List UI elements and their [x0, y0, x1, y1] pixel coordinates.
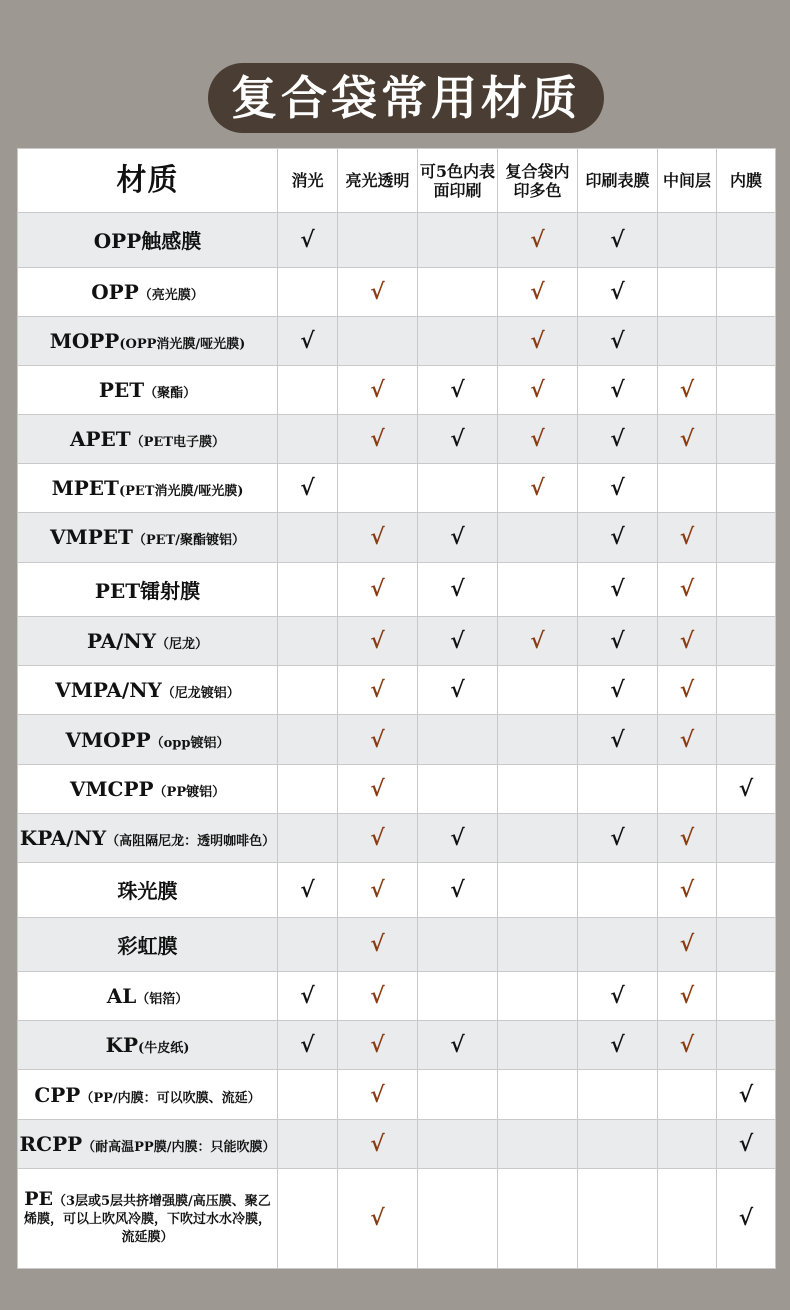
check-mark-icon: √ [679, 1032, 695, 1059]
material-name-cell [18, 862, 278, 917]
table-row [18, 972, 776, 1021]
check-cell [338, 813, 418, 862]
check-mark-icon: √ [300, 876, 315, 903]
material-name: RCPP [19, 1131, 83, 1156]
check-cell [418, 1070, 498, 1119]
check-mark-icon: √ [300, 327, 315, 354]
check-cell [717, 1021, 776, 1070]
check-mark-icon: √ [610, 327, 625, 354]
material-name: MOPP [49, 328, 120, 353]
material-note: （高阻隔尼龙：透明咖啡色） [106, 833, 276, 849]
check-cell [278, 267, 338, 316]
check-cell [578, 1070, 658, 1119]
check-cell [578, 513, 658, 562]
check-cell [498, 972, 578, 1021]
check-mark-icon: √ [679, 824, 695, 851]
check-mark-icon: √ [530, 426, 545, 453]
material-note: （尼龙镀铝） [161, 686, 240, 702]
header-inner-print: 复合袋内印多色 [498, 149, 578, 213]
check-mark-icon: √ [450, 677, 465, 704]
check-mark-icon: √ [370, 983, 385, 1010]
table-row [18, 213, 776, 268]
check-mark-icon: √ [370, 628, 385, 655]
check-cell [717, 415, 776, 464]
check-cell [498, 316, 578, 365]
material-name-cell [18, 365, 278, 414]
check-cell [578, 617, 658, 666]
check-cell [278, 1021, 338, 1070]
check-cell [717, 1168, 776, 1268]
material-name-cell [18, 764, 278, 813]
check-mark-icon: √ [610, 278, 625, 305]
check-mark-icon: √ [530, 278, 545, 305]
check-cell [578, 1021, 658, 1070]
check-mark-icon: √ [530, 377, 545, 403]
material-name: VMPET [50, 525, 133, 550]
material-name: CPP [34, 1082, 81, 1107]
check-cell [578, 917, 658, 972]
material-name: APET [69, 427, 131, 452]
table-row [18, 1168, 776, 1268]
material-name-cell [18, 715, 278, 764]
check-mark-icon: √ [610, 1032, 625, 1059]
check-cell [338, 213, 418, 268]
check-cell [498, 464, 578, 513]
table-row [18, 617, 776, 666]
check-cell [717, 862, 776, 917]
check-cell [498, 917, 578, 972]
check-cell [717, 666, 776, 715]
check-cell [717, 316, 776, 365]
check-mark-icon: √ [610, 226, 625, 253]
material-name-cell [18, 213, 278, 268]
material-name-cell [18, 666, 278, 715]
check-mark-icon: √ [610, 524, 625, 551]
material-note: （PET/聚酯镀铝） [132, 533, 245, 549]
check-cell [278, 1119, 338, 1168]
check-mark-icon: √ [679, 628, 695, 655]
check-mark-icon: √ [300, 475, 315, 502]
check-cell [717, 764, 776, 813]
check-mark-icon: √ [450, 824, 465, 851]
check-cell [278, 365, 338, 414]
material-name-cell [18, 917, 278, 972]
material-note: （耐高温PP膜/内膜：只能吹膜） [82, 1139, 276, 1155]
check-mark-icon: √ [679, 931, 695, 958]
check-cell [418, 1168, 498, 1268]
check-cell [578, 666, 658, 715]
check-mark-icon: √ [530, 226, 545, 253]
material-name: 珠光膜 [117, 879, 178, 904]
check-mark-icon: √ [370, 876, 385, 903]
check-cell [498, 562, 578, 617]
material-name: PET [98, 378, 145, 402]
check-cell [418, 862, 498, 917]
check-cell [658, 813, 717, 862]
check-cell [717, 267, 776, 316]
material-note: （opp镀铝） [150, 735, 230, 751]
check-mark-icon: √ [738, 1130, 754, 1157]
check-mark-icon: √ [738, 1205, 754, 1232]
check-mark-icon: √ [679, 524, 695, 551]
check-cell [498, 617, 578, 666]
check-mark-icon: √ [610, 576, 625, 603]
check-cell [418, 1021, 498, 1070]
check-cell [338, 617, 418, 666]
check-mark-icon: √ [610, 677, 625, 704]
check-mark-icon: √ [679, 576, 695, 603]
check-cell [578, 972, 658, 1021]
check-cell [338, 972, 418, 1021]
material-name: VMCPP [69, 776, 154, 801]
check-mark-icon: √ [370, 1205, 385, 1232]
check-cell [658, 415, 717, 464]
check-mark-icon: √ [610, 426, 625, 453]
check-cell [338, 1021, 418, 1070]
check-cell [717, 972, 776, 1021]
check-mark-icon: √ [610, 983, 625, 1010]
check-mark-icon: √ [370, 1081, 385, 1108]
material-name: OPP [91, 279, 139, 304]
check-cell [658, 513, 717, 562]
page-title: 复合袋常用材质 [208, 63, 604, 133]
check-cell [338, 1168, 418, 1268]
check-mark-icon: √ [679, 377, 695, 403]
material-name: VMOPP [65, 727, 151, 752]
material-name-cell [18, 813, 278, 862]
header-middle-layer: 中间层 [658, 149, 717, 213]
table-row [18, 666, 776, 715]
check-cell [578, 464, 658, 513]
check-mark-icon: √ [679, 677, 695, 704]
check-cell [278, 1070, 338, 1119]
header-inner-film: 内膜 [717, 149, 776, 213]
table-row [18, 1021, 776, 1070]
check-cell [498, 513, 578, 562]
check-mark-icon: √ [370, 278, 385, 305]
material-name: KPA/NY [19, 825, 107, 850]
check-mark-icon: √ [610, 628, 625, 655]
check-cell [278, 666, 338, 715]
check-mark-icon: √ [530, 327, 545, 354]
check-cell [498, 415, 578, 464]
check-cell [578, 213, 658, 268]
check-cell [338, 764, 418, 813]
table-row [18, 415, 776, 464]
header-print-film: 印刷表膜 [578, 149, 658, 213]
check-cell [418, 415, 498, 464]
check-cell [418, 267, 498, 316]
material-note: （PP镀铝） [153, 784, 226, 800]
check-cell [278, 617, 338, 666]
check-cell [658, 267, 717, 316]
material-note: (牛皮纸) [138, 1041, 190, 1057]
material-name-cell [18, 316, 278, 365]
header-material: 材质 [18, 149, 278, 213]
check-cell [498, 365, 578, 414]
check-cell [578, 1119, 658, 1168]
material-name-cell [18, 1119, 278, 1168]
material-name-cell [18, 1168, 278, 1268]
check-cell [717, 365, 776, 414]
check-mark-icon: √ [300, 1032, 315, 1059]
check-cell [578, 764, 658, 813]
table-row [18, 562, 776, 617]
check-cell [498, 1070, 578, 1119]
check-mark-icon: √ [530, 628, 545, 655]
material-name: KP [105, 1033, 139, 1058]
material-name-cell [18, 972, 278, 1021]
check-cell [338, 267, 418, 316]
check-cell [338, 316, 418, 365]
check-mark-icon: √ [738, 775, 754, 802]
check-cell [498, 666, 578, 715]
check-cell [578, 1168, 658, 1268]
check-cell [338, 1119, 418, 1168]
check-cell [658, 917, 717, 972]
check-cell [278, 862, 338, 917]
check-cell [338, 862, 418, 917]
check-cell [578, 365, 658, 414]
check-cell [658, 1070, 717, 1119]
material-note: （铝箔） [136, 992, 189, 1008]
material-note: （3层或5层共挤增强膜/高压膜、聚乙烯膜，可以上吹风冷膜，下吹过水水冷膜，流延膜） [23, 1194, 271, 1246]
material-note: （PET电子膜） [130, 435, 226, 451]
check-cell [717, 1070, 776, 1119]
check-cell [578, 316, 658, 365]
check-cell [278, 813, 338, 862]
check-cell [498, 213, 578, 268]
material-name: MPET [51, 476, 119, 501]
table-row [18, 715, 776, 764]
header-matte: 消光 [278, 149, 338, 213]
check-cell [338, 513, 418, 562]
check-mark-icon: √ [450, 426, 465, 453]
material-name: 彩虹膜 [117, 933, 178, 958]
check-cell [717, 715, 776, 764]
check-cell [278, 316, 338, 365]
check-cell [338, 1070, 418, 1119]
check-cell [418, 972, 498, 1021]
table-row [18, 917, 776, 972]
check-cell [338, 917, 418, 972]
check-mark-icon: √ [370, 1032, 385, 1059]
check-mark-icon: √ [679, 876, 695, 903]
table-row [18, 1119, 776, 1168]
header-glossy-transparent: 亮光透明 [338, 149, 418, 213]
material-name: VMPA/NY [55, 678, 162, 703]
check-cell [338, 415, 418, 464]
check-mark-icon: √ [679, 426, 695, 453]
check-mark-icon: √ [370, 775, 385, 802]
check-cell [658, 715, 717, 764]
check-cell [717, 813, 776, 862]
check-cell [278, 715, 338, 764]
check-cell [658, 562, 717, 617]
check-mark-icon: √ [679, 726, 695, 753]
material-name-cell [18, 513, 278, 562]
table-header-row [18, 149, 776, 213]
check-cell [418, 316, 498, 365]
check-cell [418, 562, 498, 617]
check-cell [278, 972, 338, 1021]
check-mark-icon: √ [370, 426, 385, 453]
material-name-cell [18, 464, 278, 513]
check-mark-icon: √ [530, 475, 545, 502]
material-note: （尼龙） [155, 637, 208, 653]
check-mark-icon: √ [450, 628, 465, 655]
table-body [18, 213, 776, 1269]
check-cell [498, 813, 578, 862]
material-name-cell [18, 267, 278, 316]
check-cell [338, 666, 418, 715]
check-cell [717, 213, 776, 268]
check-mark-icon: √ [450, 576, 465, 603]
check-cell [418, 917, 498, 972]
check-mark-icon: √ [610, 377, 625, 403]
check-mark-icon: √ [370, 576, 385, 603]
material-name: OPP触感膜 [93, 229, 202, 254]
material-note: （聚酯） [144, 386, 197, 401]
check-cell [717, 1119, 776, 1168]
check-cell [418, 715, 498, 764]
material-name: PA/NY [87, 629, 156, 654]
material-note: (OPP消光膜/哑光膜) [119, 336, 246, 352]
check-cell [658, 213, 717, 268]
check-cell [498, 764, 578, 813]
check-cell [658, 316, 717, 365]
material-name-cell [18, 1021, 278, 1070]
check-mark-icon: √ [450, 876, 465, 903]
check-cell [338, 464, 418, 513]
check-cell [658, 666, 717, 715]
check-cell [658, 764, 717, 813]
check-cell [338, 562, 418, 617]
check-cell [418, 365, 498, 414]
header-surface-print: 可5色内表面印刷 [418, 149, 498, 213]
check-cell [278, 213, 338, 268]
check-cell [418, 813, 498, 862]
check-cell [498, 715, 578, 764]
check-cell [658, 1168, 717, 1268]
check-mark-icon: √ [610, 726, 625, 753]
check-mark-icon: √ [370, 726, 385, 753]
check-cell [418, 513, 498, 562]
check-cell [658, 1119, 717, 1168]
check-mark-icon: √ [370, 1130, 385, 1157]
check-mark-icon: √ [450, 524, 465, 551]
table-row [18, 1070, 776, 1119]
check-cell [658, 617, 717, 666]
check-cell [658, 1021, 717, 1070]
check-cell [498, 862, 578, 917]
check-mark-icon: √ [300, 226, 315, 253]
check-mark-icon: √ [450, 1032, 465, 1059]
table-row [18, 764, 776, 813]
table-row [18, 316, 776, 365]
table-row [18, 513, 776, 562]
check-cell [717, 617, 776, 666]
check-cell [658, 972, 717, 1021]
materials-table [17, 148, 776, 1269]
check-cell [658, 464, 717, 513]
check-cell [498, 1021, 578, 1070]
material-note: (PET消光膜/哑光膜) [118, 484, 244, 500]
check-mark-icon: √ [370, 677, 385, 704]
check-mark-icon: √ [370, 524, 385, 551]
check-cell [498, 1168, 578, 1268]
check-cell [717, 917, 776, 972]
check-mark-icon: √ [370, 377, 385, 403]
check-cell [578, 862, 658, 917]
check-cell [578, 715, 658, 764]
table-row [18, 267, 776, 316]
check-cell [578, 415, 658, 464]
check-cell [418, 213, 498, 268]
table-row [18, 464, 776, 513]
material-note: （PP/内膜：可以吹膜、流延） [80, 1090, 261, 1106]
check-mark-icon: √ [679, 983, 695, 1010]
check-cell [278, 562, 338, 617]
check-cell [418, 1119, 498, 1168]
check-cell [717, 513, 776, 562]
check-cell [578, 267, 658, 316]
check-cell [418, 464, 498, 513]
table-row [18, 813, 776, 862]
check-cell [498, 1119, 578, 1168]
material-name: PET镭射膜 [94, 578, 201, 603]
table-row [18, 862, 776, 917]
material-name-cell [18, 1070, 278, 1119]
table-row [18, 365, 776, 414]
check-cell [278, 1168, 338, 1268]
material-name-cell [18, 415, 278, 464]
check-mark-icon: √ [450, 377, 465, 403]
check-cell [498, 267, 578, 316]
check-cell [717, 464, 776, 513]
check-cell [717, 562, 776, 617]
check-mark-icon: √ [300, 983, 315, 1010]
check-cell [278, 917, 338, 972]
material-name: AL [106, 984, 137, 1009]
check-cell [278, 415, 338, 464]
material-name: PE [24, 1188, 53, 1211]
check-mark-icon: √ [738, 1081, 754, 1108]
material-name-cell [18, 617, 278, 666]
check-cell [658, 862, 717, 917]
check-cell [578, 813, 658, 862]
check-cell [578, 562, 658, 617]
material-note: （亮光膜） [138, 287, 204, 303]
check-cell [418, 617, 498, 666]
check-cell [278, 464, 338, 513]
check-cell [338, 715, 418, 764]
check-cell [278, 764, 338, 813]
check-cell [278, 513, 338, 562]
check-mark-icon: √ [370, 931, 385, 958]
material-name-cell [18, 562, 278, 617]
check-mark-icon: √ [370, 824, 385, 851]
check-cell [418, 764, 498, 813]
check-cell [658, 365, 717, 414]
check-cell [338, 365, 418, 414]
check-mark-icon: √ [610, 475, 625, 502]
check-mark-icon: √ [610, 824, 625, 851]
check-cell [418, 666, 498, 715]
